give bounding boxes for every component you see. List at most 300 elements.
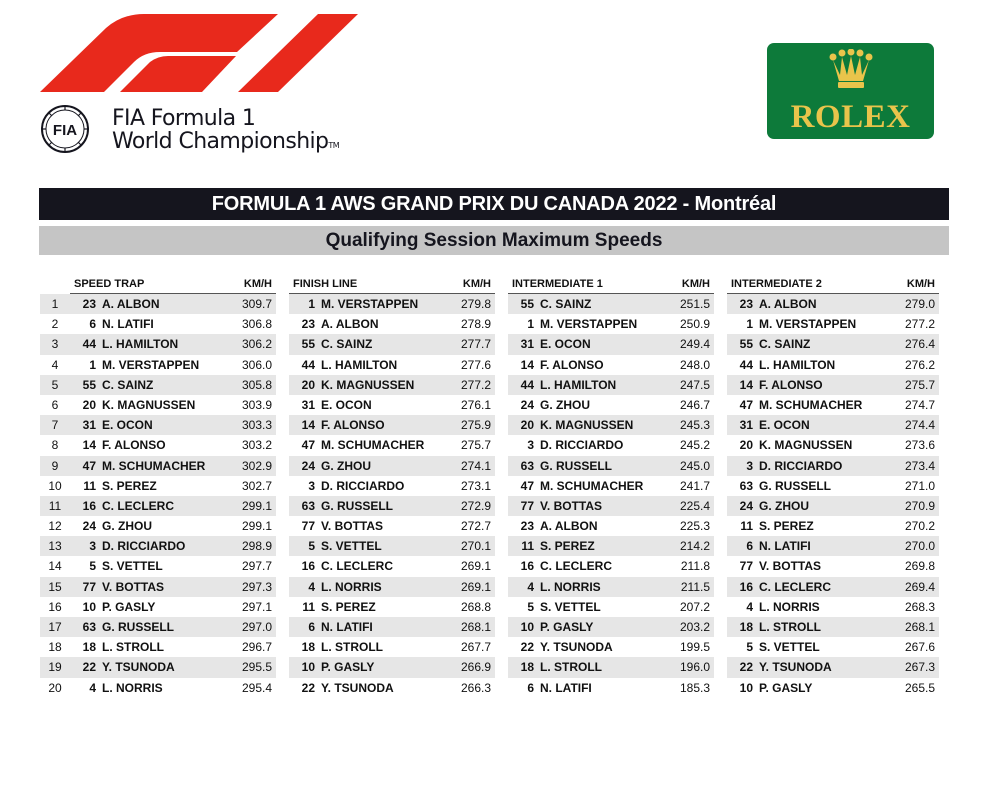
car-number: 77 <box>739 559 753 574</box>
car-number: 11 <box>83 478 96 493</box>
driver-name: G. RUSSELL <box>759 478 832 493</box>
driver-name: D. RICCIARDO <box>540 438 624 453</box>
table-row <box>727 314 939 334</box>
speed-value: 241.7 <box>679 478 710 493</box>
driver-name: A. ALBON <box>759 297 817 311</box>
speed-value: 225.4 <box>679 498 710 513</box>
driver-name: F. ALONSO <box>321 418 385 433</box>
table-row <box>70 637 276 657</box>
driver-name: G. ZHOU <box>540 397 590 412</box>
panel-header-unit: KM/H <box>243 278 272 290</box>
panel-header-unit: KM/H <box>462 278 491 290</box>
table-row <box>70 516 276 536</box>
speed-value: 277.2 <box>460 377 491 392</box>
speed-value: 266.9 <box>460 660 491 675</box>
panel-intermediate-2 <box>727 276 939 698</box>
driver-name: S. VETTEL <box>321 539 382 554</box>
car-number: 16 <box>82 498 96 513</box>
table-row <box>508 617 714 637</box>
car-number: 63 <box>82 620 96 634</box>
panel-header <box>508 276 714 294</box>
driver-name: M. VERSTAPPEN <box>102 357 200 372</box>
table-row <box>70 597 276 617</box>
rank-cell: 15 <box>40 577 70 597</box>
driver-name: G. RUSSELL <box>102 620 175 634</box>
panel-header <box>70 276 276 294</box>
table-row <box>70 496 276 516</box>
car-number: 10 <box>82 599 96 614</box>
car-number: 3 <box>527 438 534 453</box>
rank-cell: 18 <box>48 640 62 655</box>
table-row <box>289 334 495 354</box>
table-row <box>289 536 495 556</box>
driver-name: M. SCHUMACHER <box>102 458 206 473</box>
page-subtitle: Qualifying Session Maximum Speeds <box>39 226 949 255</box>
table-row <box>70 657 276 677</box>
speed-value: 245.3 <box>679 418 710 433</box>
speed-value: 275.7 <box>460 438 491 453</box>
rank-header-spacer <box>40 276 70 294</box>
driver-name: S. VETTEL <box>102 559 163 574</box>
table-row <box>508 355 714 375</box>
car-number: 10 <box>301 660 315 675</box>
speed-value: 270.1 <box>460 539 491 554</box>
car-number: 44 <box>739 357 753 372</box>
car-number: 14 <box>82 438 96 453</box>
speed-value: 266.3 <box>460 680 491 695</box>
car-number: 20 <box>520 418 534 433</box>
driver-name: D. RICCIARDO <box>759 458 843 473</box>
rank-cell: 20 <box>48 680 62 695</box>
car-number: 3 <box>89 539 96 554</box>
car-number: 55 <box>82 377 96 392</box>
speed-value: 279.8 <box>460 297 491 311</box>
fia-badge-icon <box>40 104 90 154</box>
car-number: 24 <box>301 458 315 473</box>
table-row <box>289 355 495 375</box>
table-row <box>727 617 939 637</box>
speed-value: 211.8 <box>680 559 710 574</box>
speed-value: 207.2 <box>679 599 710 614</box>
table-row <box>289 456 495 476</box>
table-row <box>727 294 939 314</box>
car-number: 18 <box>739 620 753 634</box>
table-row <box>289 435 495 455</box>
driver-name: G. ZHOU <box>759 498 809 513</box>
table-row <box>727 657 939 677</box>
car-number: 10 <box>520 620 534 634</box>
driver-name: E. OCON <box>540 337 591 352</box>
table-row <box>70 456 276 476</box>
table-row <box>508 678 714 698</box>
driver-name: E. OCON <box>102 418 153 433</box>
driver-name: A. ALBON <box>321 317 379 332</box>
driver-name: A. ALBON <box>102 297 160 311</box>
table-row <box>727 597 939 617</box>
car-number: 47 <box>520 478 534 493</box>
table-row <box>508 456 714 476</box>
rank-cell: 1 <box>40 294 70 314</box>
table-row <box>727 637 939 657</box>
speed-value: 225.3 <box>679 519 710 534</box>
speed-value: 299.1 <box>241 498 272 513</box>
table-row <box>289 476 495 496</box>
table-row <box>70 556 276 576</box>
car-number: 1 <box>89 357 96 372</box>
speed-value: 278.9 <box>460 317 491 332</box>
speed-value: 277.7 <box>460 337 491 352</box>
rank-cell: 3 <box>40 334 70 354</box>
table-row <box>289 577 495 597</box>
driver-name: Y. TSUNODA <box>321 680 394 695</box>
table-row <box>508 597 714 617</box>
table-row <box>289 314 495 334</box>
driver-name: S. PEREZ <box>540 539 595 554</box>
speed-value: 267.7 <box>460 640 491 655</box>
car-number: 4 <box>308 579 315 594</box>
table-row <box>289 294 495 314</box>
rank-cell: 13 <box>40 536 70 556</box>
speed-value: 276.2 <box>904 357 935 372</box>
table-row <box>289 556 495 576</box>
driver-name: M. VERSTAPPEN <box>321 297 419 311</box>
table-row <box>508 395 714 415</box>
speed-value: 214.2 <box>679 539 710 554</box>
table-row <box>508 637 714 657</box>
speed-value: 245.0 <box>679 458 710 473</box>
car-number: 6 <box>746 539 753 554</box>
driver-name: L. STROLL <box>540 660 602 675</box>
car-number: 23 <box>520 519 534 534</box>
car-number: 22 <box>82 660 96 675</box>
car-number: 20 <box>739 438 753 453</box>
rank-column <box>40 276 70 698</box>
driver-name: L. NORRIS <box>759 599 820 614</box>
rolex-logo <box>767 43 934 139</box>
speed-value: 302.7 <box>241 478 272 493</box>
speed-value: 267.6 <box>904 640 935 655</box>
table-row <box>727 435 939 455</box>
table-row <box>508 657 714 677</box>
car-number: 24 <box>739 498 753 513</box>
car-number: 14 <box>520 357 534 372</box>
rank-cell: 10 <box>48 478 62 493</box>
speed-value: 250.9 <box>679 317 710 332</box>
car-number: 44 <box>520 377 534 392</box>
panel-intermediate-1 <box>508 276 714 698</box>
car-number: 22 <box>301 680 315 695</box>
speed-value: 305.8 <box>241 377 272 392</box>
driver-name: C. LECLERC <box>102 498 174 513</box>
car-number: 63 <box>301 498 315 513</box>
table-row <box>508 496 714 516</box>
driver-name: C. SAINZ <box>102 377 154 392</box>
table-row <box>727 395 939 415</box>
rank-cell: 5 <box>40 375 70 395</box>
rank-cell: 6 <box>51 397 59 412</box>
driver-name: N. LATIFI <box>102 317 154 332</box>
car-number: 11 <box>521 539 534 554</box>
table-row <box>508 415 714 435</box>
speed-value: 276.4 <box>904 337 935 352</box>
speed-value: 277.6 <box>460 357 491 372</box>
car-number: 31 <box>520 337 534 352</box>
car-number: 6 <box>89 317 96 332</box>
driver-name: V. BOTTAS <box>540 498 603 513</box>
driver-name: L. STROLL <box>102 640 164 655</box>
driver-name: D. RICCIARDO <box>102 539 186 554</box>
driver-name: S. PEREZ <box>102 478 157 493</box>
panel-header <box>727 276 939 294</box>
rank-cell: 12 <box>48 519 62 534</box>
car-number: 16 <box>301 559 315 574</box>
car-number: 5 <box>527 599 534 614</box>
table-row <box>508 294 714 314</box>
table-row <box>70 294 276 314</box>
table-row <box>289 637 495 657</box>
speed-value: 199.5 <box>679 640 710 655</box>
table-row <box>289 516 495 536</box>
table-row <box>70 395 276 415</box>
car-number: 5 <box>89 559 96 574</box>
driver-name: V. BOTTAS <box>759 559 822 574</box>
car-number: 63 <box>739 478 753 493</box>
driver-name: L. STROLL <box>321 640 383 655</box>
panel-header <box>289 276 495 294</box>
speed-value: 273.4 <box>904 458 935 473</box>
car-number: 18 <box>82 640 96 655</box>
driver-name: G. RUSSELL <box>321 498 394 513</box>
driver-name: S. PEREZ <box>321 599 376 614</box>
table-row <box>508 577 714 597</box>
car-number: 6 <box>527 680 534 695</box>
driver-name: S. PEREZ <box>759 519 814 534</box>
driver-name: F. ALONSO <box>540 357 604 372</box>
fia-line2 <box>112 130 339 158</box>
driver-name: L. HAMILTON <box>759 357 836 372</box>
car-number: 10 <box>739 680 753 695</box>
driver-name: E. OCON <box>759 418 810 433</box>
table-row <box>508 334 714 354</box>
car-number: 14 <box>301 418 315 433</box>
car-number: 18 <box>301 640 315 655</box>
speed-value: 185.3 <box>679 680 710 695</box>
driver-name: N. LATIFI <box>540 680 592 695</box>
driver-name: N. LATIFI <box>321 620 373 634</box>
driver-name: K. MAGNUSSEN <box>102 397 196 412</box>
car-number: 77 <box>82 579 96 594</box>
panel-finish-line <box>289 276 495 698</box>
speed-value: 270.2 <box>904 519 935 534</box>
speed-value: 302.9 <box>241 458 272 473</box>
table-row <box>70 355 276 375</box>
panel-header-unit: KM/H <box>906 278 935 290</box>
speed-value: 211.5 <box>680 579 710 594</box>
rank-cell: 2 <box>51 317 59 332</box>
speed-value: 297.1 <box>241 599 272 614</box>
speed-value: 276.1 <box>460 397 491 412</box>
car-number: 16 <box>739 579 753 594</box>
driver-name: Y. TSUNODA <box>102 660 175 675</box>
speed-value: 297.7 <box>241 559 272 574</box>
car-number: 47 <box>739 397 753 412</box>
car-number: 24 <box>520 397 534 412</box>
panel-header-name: INTERMEDIATE 1 <box>512 278 603 290</box>
speed-value: 247.5 <box>679 377 710 392</box>
rank-cell: 8 <box>51 438 59 453</box>
fia-line2-text: World Championship <box>112 129 329 154</box>
fia-badge-text: FIA <box>52 122 78 139</box>
panel-header-name: SPEED TRAP <box>74 278 145 290</box>
car-number: 22 <box>739 660 753 675</box>
page-title: FORMULA 1 AWS GRAND PRIX DU CANADA 2022 - Montréal <box>39 188 949 220</box>
car-number: 1 <box>308 297 315 311</box>
speed-value: 271.0 <box>904 478 935 493</box>
rank-cell: 16 <box>48 599 62 614</box>
crown-icon <box>827 49 875 91</box>
speed-value: 245.2 <box>679 438 710 453</box>
driver-name: G. RUSSELL <box>540 458 613 473</box>
table-row <box>508 375 714 395</box>
car-number: 4 <box>89 680 96 695</box>
driver-name: M. VERSTAPPEN <box>540 317 638 332</box>
speed-value: 272.7 <box>460 519 491 534</box>
speed-value: 269.1 <box>460 559 491 574</box>
speed-value: 275.7 <box>904 377 935 392</box>
table-row <box>289 657 495 677</box>
driver-name: P. GASLY <box>759 680 813 695</box>
car-number: 31 <box>82 418 96 433</box>
rank-cell: 14 <box>48 559 62 574</box>
speed-value: 246.7 <box>679 397 710 412</box>
car-number: 23 <box>82 297 96 311</box>
table-row <box>70 678 276 698</box>
table-row <box>289 415 495 435</box>
driver-name: P. GASLY <box>321 660 375 675</box>
speed-value: 270.0 <box>904 539 935 554</box>
car-number: 6 <box>308 620 315 634</box>
speed-value: 279.0 <box>904 297 935 311</box>
car-number: 1 <box>746 317 753 332</box>
driver-name: M. SCHUMACHER <box>759 397 863 412</box>
table-row <box>727 577 939 597</box>
car-number: 18 <box>520 660 534 675</box>
table-row <box>508 516 714 536</box>
table-row <box>70 617 276 637</box>
car-number: 16 <box>520 559 534 574</box>
driver-name: K. MAGNUSSEN <box>321 377 415 392</box>
car-number: 77 <box>301 519 315 534</box>
rank-cell: 9 <box>40 456 70 476</box>
rank-cell: 4 <box>51 357 59 372</box>
trademark: TM <box>328 141 340 150</box>
driver-name: P. GASLY <box>540 620 594 634</box>
speed-value: 251.5 <box>679 297 710 311</box>
table-row <box>508 314 714 334</box>
driver-name: L. NORRIS <box>540 579 601 594</box>
speed-value: 295.4 <box>241 680 272 695</box>
car-number: 47 <box>301 438 315 453</box>
speed-value: 303.9 <box>241 397 272 412</box>
speed-value: 268.1 <box>904 620 935 634</box>
table-row <box>727 496 939 516</box>
car-number: 24 <box>82 519 96 534</box>
fia-world-championship-logo <box>40 104 370 156</box>
speed-value: 299.1 <box>241 519 272 534</box>
car-number: 5 <box>746 640 753 655</box>
table-row <box>70 314 276 334</box>
driver-name: K. MAGNUSSEN <box>759 438 853 453</box>
driver-name: C. LECLERC <box>540 559 612 574</box>
table-row <box>289 597 495 617</box>
table-row <box>70 577 276 597</box>
table-row <box>508 476 714 496</box>
car-number: 1 <box>527 317 534 332</box>
panel-speed-trap <box>70 276 276 698</box>
table-row <box>727 355 939 375</box>
driver-name: C. SAINZ <box>540 297 592 311</box>
speed-value: 303.3 <box>241 418 272 433</box>
driver-name: M. SCHUMACHER <box>540 478 644 493</box>
table-row <box>508 536 714 556</box>
driver-name: S. VETTEL <box>759 640 820 655</box>
speed-value: 267.3 <box>904 660 935 675</box>
driver-name: Y. TSUNODA <box>540 640 613 655</box>
driver-name: L. NORRIS <box>321 579 382 594</box>
speed-value: 272.9 <box>460 498 491 513</box>
driver-name: Y. TSUNODA <box>759 660 832 675</box>
rank-cell: 11 <box>40 496 70 516</box>
rank-cell: 19 <box>40 657 70 677</box>
car-number: 3 <box>308 478 315 493</box>
driver-name: V. BOTTAS <box>102 579 165 594</box>
table-row <box>727 375 939 395</box>
driver-name: E. OCON <box>321 397 372 412</box>
table-row <box>70 334 276 354</box>
car-number: 55 <box>739 337 753 352</box>
car-number: 55 <box>301 337 315 352</box>
car-number: 11 <box>302 599 315 614</box>
speed-value: 268.1 <box>460 620 491 634</box>
driver-name: C. LECLERC <box>321 559 393 574</box>
car-number: 55 <box>520 297 534 311</box>
speed-value: 297.0 <box>241 620 272 634</box>
table-row <box>70 415 276 435</box>
driver-name: D. RICCIARDO <box>321 478 405 493</box>
table-row <box>727 334 939 354</box>
speed-value: 265.5 <box>904 680 935 695</box>
car-number: 4 <box>527 579 534 594</box>
driver-name: K. MAGNUSSEN <box>540 418 634 433</box>
driver-name: C. LECLERC <box>759 579 831 594</box>
table-row <box>70 375 276 395</box>
car-number: 44 <box>301 357 315 372</box>
speed-value: 275.9 <box>460 418 491 433</box>
speed-value: 269.1 <box>460 579 491 594</box>
driver-name: L. HAMILTON <box>102 337 179 352</box>
car-number: 4 <box>746 599 753 614</box>
table-row <box>727 516 939 536</box>
driver-name: L. HAMILTON <box>540 377 617 392</box>
driver-name: F. ALONSO <box>759 377 823 392</box>
table-row <box>727 476 939 496</box>
speed-value: 269.4 <box>904 579 935 594</box>
driver-name: M. SCHUMACHER <box>321 438 425 453</box>
speed-value: 203.2 <box>679 620 710 634</box>
driver-name: S. VETTEL <box>540 599 601 614</box>
rolex-wordmark: ROLEX <box>790 99 911 135</box>
car-number: 23 <box>301 317 315 332</box>
